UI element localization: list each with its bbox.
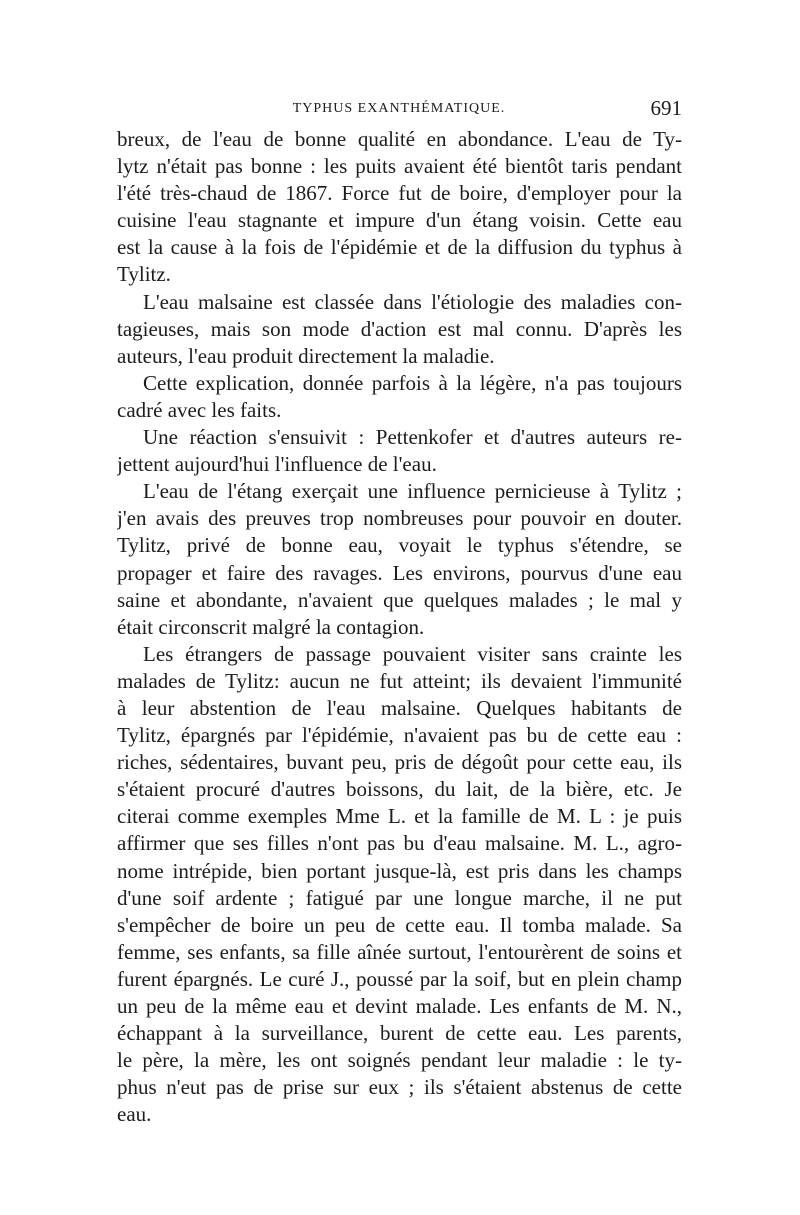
text-line: à leur abstention de l'eau malsaine. Quelques habitants de [117,695,682,720]
running-head [116,98,682,122]
text-line: affirmer que ses filles n'ont pas bu d'eau malsaine. M. L., agro- [117,831,682,856]
text-line: Tylitz. [117,262,171,287]
page-number: 691 [650,96,682,120]
text-line: est la cause à la fois de l'épidémie et de la diffusion du typhus à [117,235,682,260]
text-line: eau. [117,1102,152,1127]
text-line: propager et faire des ravages. Les environs, pourvus d'une eau [117,560,682,585]
text-line: citerai comme exemples Mme L. et la famille de M. L : je puis [117,804,682,829]
text-line: Tylitz, privé de bonne eau, voyait le typhus s'étendre, se [117,533,682,558]
text-line: auteurs, l'eau produit directement la maladie. [117,343,495,368]
text-line: d'une soif ardente ; fatigué par une longue marche, il ne put [117,885,682,910]
text-line: s'empêcher de boire un peu de cette eau. Il tomba malade. Sa [117,912,682,937]
running-title: TYPHUS EXANTHÉMATIQUE. [292,101,506,116]
text-line: L'eau malsaine est classée dans l'étiologie des maladies con- [143,289,682,314]
body-text [117,126,682,1128]
text-line: échappant à la surveillance, burent de cette eau. Les parents, [117,1021,682,1046]
text-line: s'étaient procuré d'autres boissons, du lait, de la bière, etc. Je [117,777,682,802]
text-line: jettent aujourd'hui l'influence de l'eau. [117,452,437,477]
text-line: tagieuses, mais son mode d'action est mal connu. D'après les [117,316,682,341]
text-line: cuisine l'eau stagnante et impure d'un étang voisin. Cette eau [117,208,682,233]
text-line: breux, de l'eau de bonne qualité en abondance. L'eau de Ty- [117,127,682,151]
text-line: le père, la mère, les ont soignés pendant leur maladie : le ty- [117,1048,682,1073]
text-line: L'eau de l'étang exerçait une influence pernicieuse à Tylitz ; [143,479,682,504]
text-line: Tylitz, épargnés par l'épidémie, n'avaient pas bu de cette eau : [117,723,682,748]
text-line: malades de Tylitz: aucun ne fut atteint; ils devaient l'immunité [117,668,682,693]
text-line: femme, ses enfants, sa fille aînée surtout, l'entourèrent de soins et [117,939,682,964]
text-line: un peu de la même eau et devint malade. Les enfants de M. N., [117,994,682,1018]
text-line: cadré avec les faits. [117,397,282,422]
text-line: Une réaction s'ensuivit : Pettenkofer et d'autres auteurs re- [143,425,682,450]
text-line: l'été très-chaud de 1867. Force fut de boire, d'employer pour la [117,181,682,206]
text-line: riches, sédentaires, buvant peu, pris de dégoût pour cette eau, ils [117,750,682,775]
text-line: Cette explication, donnée parfois à la légère, n'a pas toujours [143,370,682,395]
text-line: Les étrangers de passage pouvaient visiter sans crainte les [143,641,682,666]
text-line: lytz n'était pas bonne : les puits avaient été bientôt taris pendant [117,154,682,179]
text-line: était circonscrit malgré la contagion. [117,614,425,639]
text-line: nome intrépide, bien portant jusque-là, est pris dans les champs [117,858,682,883]
text-line: phus n'eut pas de prise sur eux ; ils s'étaient abstenus de cette [117,1075,682,1100]
text-line: saine et abondante, n'avaient que quelques malades ; le mal y [117,587,682,612]
text-line: j'en avais des preuves trop nombreuses pour pouvoir en douter. [117,506,682,531]
text-line: furent épargnés. Le curé J., poussé par la soif, but en plein champ [117,966,682,991]
